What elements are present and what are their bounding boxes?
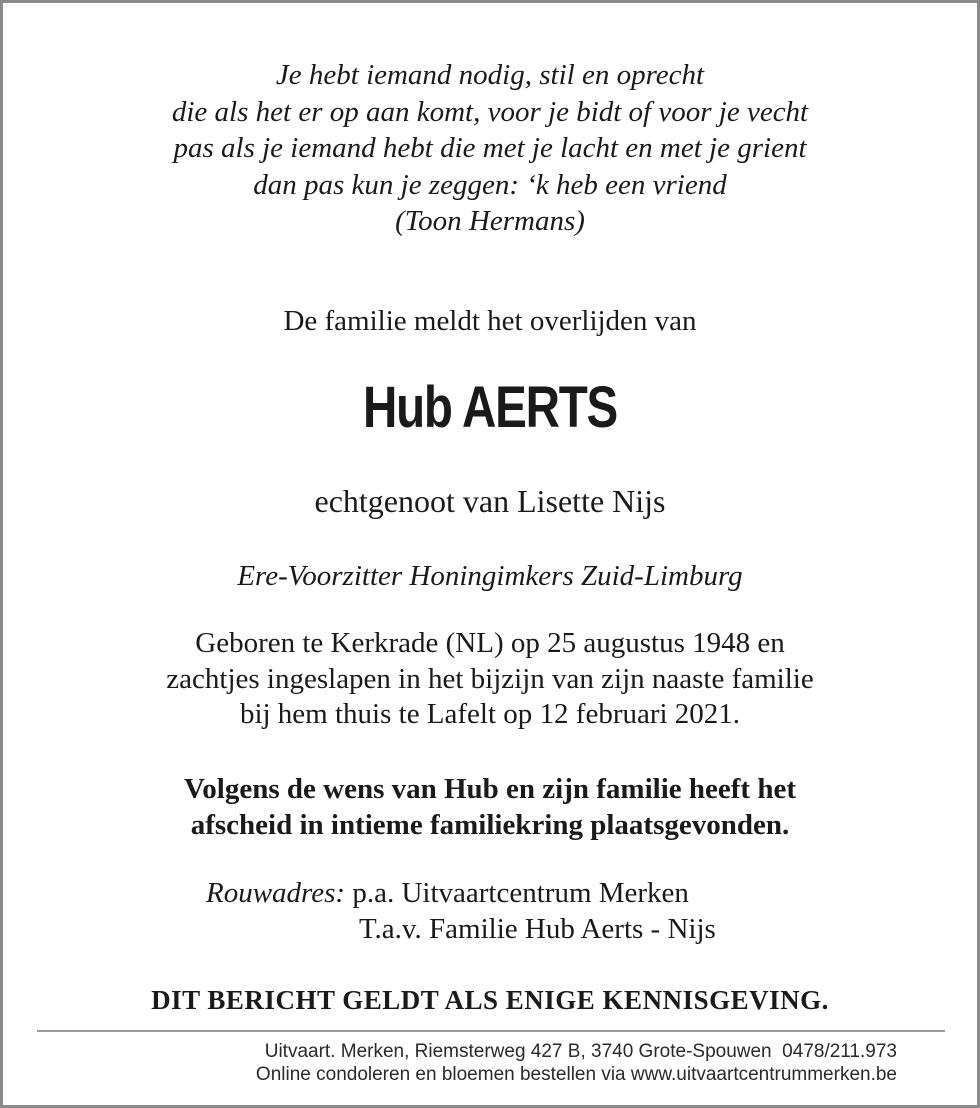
poem	[3, 57, 977, 240]
wish-line: Volgens de wens van Hub en zijn familie heeft het	[184, 773, 796, 805]
poem-line: dan pas kun je zeggen: ‘k heb een vriend	[253, 168, 727, 201]
details-line: bij hem thuis te Lafelt op 12 februari 2021.	[239, 698, 741, 730]
footer-website-line: Online condoleren en bloemen bestellen via www.uitvaartcentrummerken.be	[255, 1064, 897, 1085]
details-line: zachtjes ingeslapen in het bijzijn van zijn naaste familie	[166, 662, 814, 695]
address-line-2: T.a.v. Familie Hub Aerts - Nijs	[359, 913, 716, 945]
notice-statement: DIT BERICHT GELDT ALS ENIGE KENNISGEVING.	[151, 985, 829, 1015]
details-line: Geboren te Kerkrade (NL) op 25 augustus 1948 en	[195, 627, 785, 659]
poem-line: Je hebt iemand nodig, stil en oprecht	[275, 59, 705, 91]
poem-line: pas als je iemand hebt die met je lacht en met je grient	[173, 132, 807, 164]
footer-address-line: Uitvaart. Merken, Riemsterweg 427 B, 3740 Grote-Spouwen 0478/211.973	[264, 1041, 897, 1062]
spouse-line: echtgenoot van Lisette Nijs	[314, 483, 666, 519]
poem-line: die als het er op aan komt, voor je bidt of voor je vecht	[171, 95, 809, 128]
wish-line: afscheid in intieme familiekring plaatsgevonden.	[190, 809, 790, 841]
footer-divider	[37, 1030, 945, 1032]
address-line-1: p.a. Uitvaartcentrum Merken	[352, 877, 689, 909]
address-label: Rouwadres:	[206, 877, 346, 909]
announcement-intro: De familie meldt het overlijden van	[283, 305, 697, 337]
deceased-name: Hub AERTS	[362, 375, 618, 440]
honorary-title: Ere-Voorzitter Honingimkers Zuid-Limburg	[237, 560, 743, 592]
mourning-address	[206, 875, 716, 947]
birth-death-details	[3, 626, 977, 733]
funeral-wish	[3, 771, 977, 843]
poem-author: (Toon Hermans)	[395, 205, 585, 237]
funeral-home-footer	[256, 1040, 897, 1086]
address-row	[206, 875, 716, 911]
